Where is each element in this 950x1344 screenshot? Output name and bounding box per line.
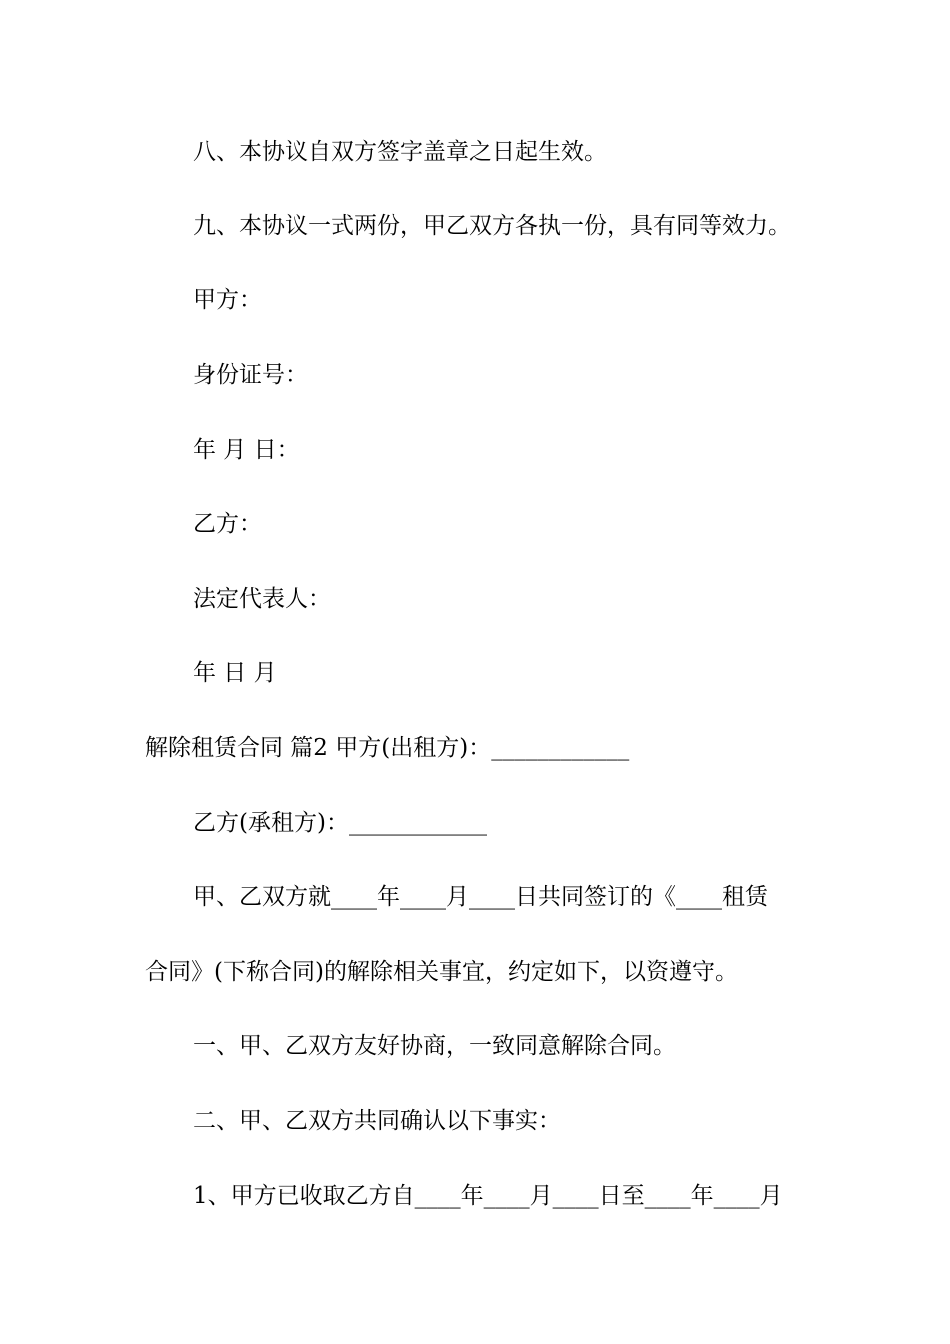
clause-1: 一、甲、乙双方友好协商，一致同意解除合同。	[193, 1033, 676, 1059]
paragraph-intro-2: 合同》(下称合同)的解除相关事宜，约定如下，以资遵守。	[145, 959, 738, 985]
id-number-label: 身份证号：	[193, 362, 308, 388]
party-a-label: 甲方：	[193, 287, 262, 313]
party-b-label: 乙方：	[193, 511, 262, 537]
clause-9: 九、本协议一式两份，甲乙双方各执一份，具有同等效力。	[193, 213, 791, 239]
clause-2-item-1: 1、甲方已收取乙方自____年____月____日至____年____月	[193, 1183, 783, 1209]
clause-2: 二、甲、乙双方共同确认以下事实：	[193, 1108, 561, 1134]
clause-8: 八、本协议自双方签字盖章之日起生效。	[193, 139, 607, 165]
date-label-a: 年 月 日：	[193, 437, 300, 463]
paragraph-intro-1: 甲、乙双方就____年____月____日共同签订的《____租赁	[193, 884, 768, 910]
section-heading-lessor: 解除租赁合同 篇2 甲方(出租方)：____________	[145, 735, 630, 761]
legal-representative-label: 法定代表人：	[193, 586, 331, 612]
lessee-line: 乙方(承租方)：____________	[193, 810, 487, 836]
date-label-b: 年 日 月	[193, 660, 277, 686]
